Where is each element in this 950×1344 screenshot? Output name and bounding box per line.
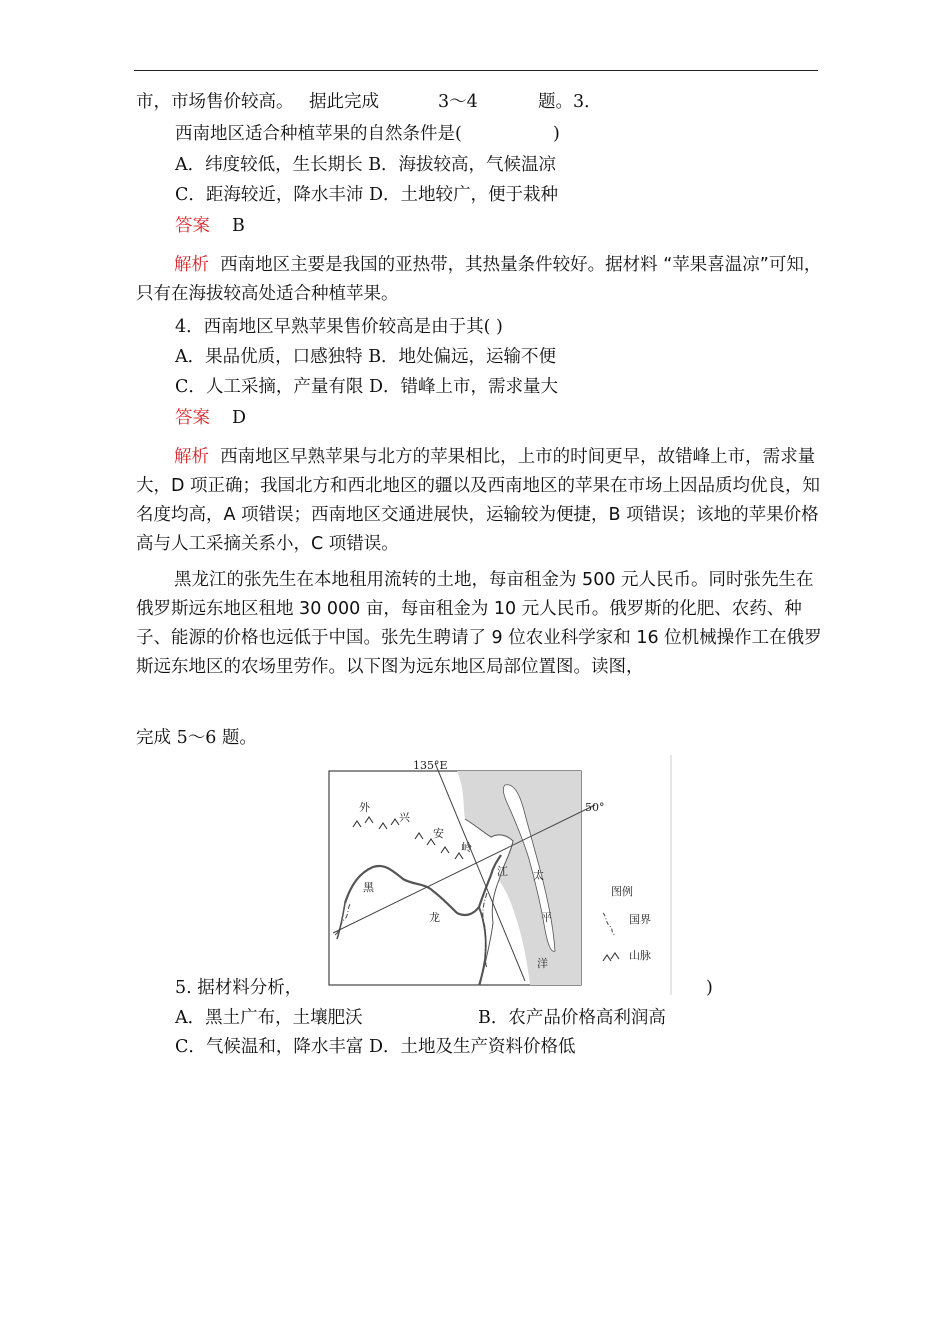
- q4-answer: D: [232, 408, 247, 428]
- label-yang: 洋: [537, 957, 548, 970]
- q5-paren: ): [706, 978, 713, 998]
- intro-text-c: 题。3．: [538, 92, 602, 112]
- label-ling: 岭: [461, 841, 472, 854]
- q3-answer: B: [232, 216, 245, 236]
- q4-analysis-label: 解析: [174, 447, 209, 467]
- intro-text: 市，市场售价较高。: [136, 92, 294, 112]
- label-wai: 外: [359, 801, 370, 814]
- q3-analysis-label: 解析: [174, 255, 209, 275]
- question-range: 3～4: [438, 92, 478, 112]
- label-jiang: 江: [497, 865, 508, 878]
- q4-options-cd: C．人工采摘，产量有限 D．错峰上市，需求量大: [175, 377, 558, 397]
- intro-text-b: 据此完成: [309, 92, 379, 112]
- q5-stem: 5. 据材料分析，: [175, 978, 303, 998]
- q3-analysis: [136, 251, 822, 309]
- q5-option-b: B．农产品价格高利润高: [478, 1008, 666, 1028]
- q4-options-ab: A．果品优质，口感独特 B．地处偏远，运输不便: [175, 347, 557, 367]
- q3-options-ab: A．纬度较低，生长期长 B．海拔较高，气候温凉: [175, 155, 557, 175]
- label-ping: 平: [541, 911, 552, 924]
- label-xing: 兴: [399, 811, 410, 824]
- label-hei: 黑: [363, 881, 374, 894]
- q5-option-a: A．黑土广布，土壤肥沃: [175, 1008, 363, 1028]
- q4-analysis-text: 西南地区早熟苹果与北方的苹果相比，上市的时间更早，故错峰上市，需求量大，D 项正确；我国北方和西北地区的疆以及西南地区的苹果在市场上因品质均优良，知名度均高，A 项错误；西南地区交通进展快，运输较为便捷，B 项错误；该地的苹果价格高与人工采摘关系小，C 项错误。: [136, 447, 821, 554]
- legend-border-label: 国界: [629, 913, 651, 926]
- legend-mountain-label: 山脉: [629, 949, 651, 962]
- far-east-map: [315, 755, 673, 995]
- material-paragraph: 黑龙江的张先生在本地租用流转的土地，每亩租金为 500 元人民币。同时张先生在俄罗斯远东地区租地 30 000 亩，每亩租金为 10 元人民币。俄罗斯的化肥、农药、种子、能源的价格也远低于中国。张先生聘请了 9 位农业科学家和 16 位机械操作工在俄罗斯远东地区的农场里劳作。以下图为远东地区局部位置图。读图，: [136, 570, 822, 677]
- label-tai: 太: [533, 869, 544, 882]
- q4-analysis: [136, 443, 822, 559]
- q4-answer-label: 答案: [175, 408, 210, 428]
- complete-line: 完成 5～6 题。: [136, 728, 257, 748]
- q4-stem: 4．西南地区早熟苹果售价较高是由于其( ): [175, 317, 503, 337]
- q3-stem: 西南地区适合种植苹果的自然条件是(: [175, 124, 462, 144]
- q3-analysis-text: 西南地区主要是我国的亚热带，其热量条件较好。据材料 “苹果喜温凉”可知，只有在海拔较高处适合种植苹果。: [136, 255, 822, 304]
- label-parallel: 50°: [585, 801, 605, 814]
- q3-paren: ): [553, 124, 560, 144]
- label-an: 安: [433, 827, 444, 840]
- legend-title: 图例: [611, 885, 633, 898]
- q5-options-cd: C．气候温和，降水丰富 D．土地及生产资料价格低: [175, 1037, 576, 1057]
- q3-options-cd: C．距海较近，降水丰沛 D．土地较广，便于栽种: [175, 185, 558, 205]
- q3-answer-label: 答案: [175, 216, 210, 236]
- label-long: 龙: [429, 911, 440, 924]
- header-rule: [134, 70, 818, 71]
- label-meridian: 135°E: [413, 759, 448, 772]
